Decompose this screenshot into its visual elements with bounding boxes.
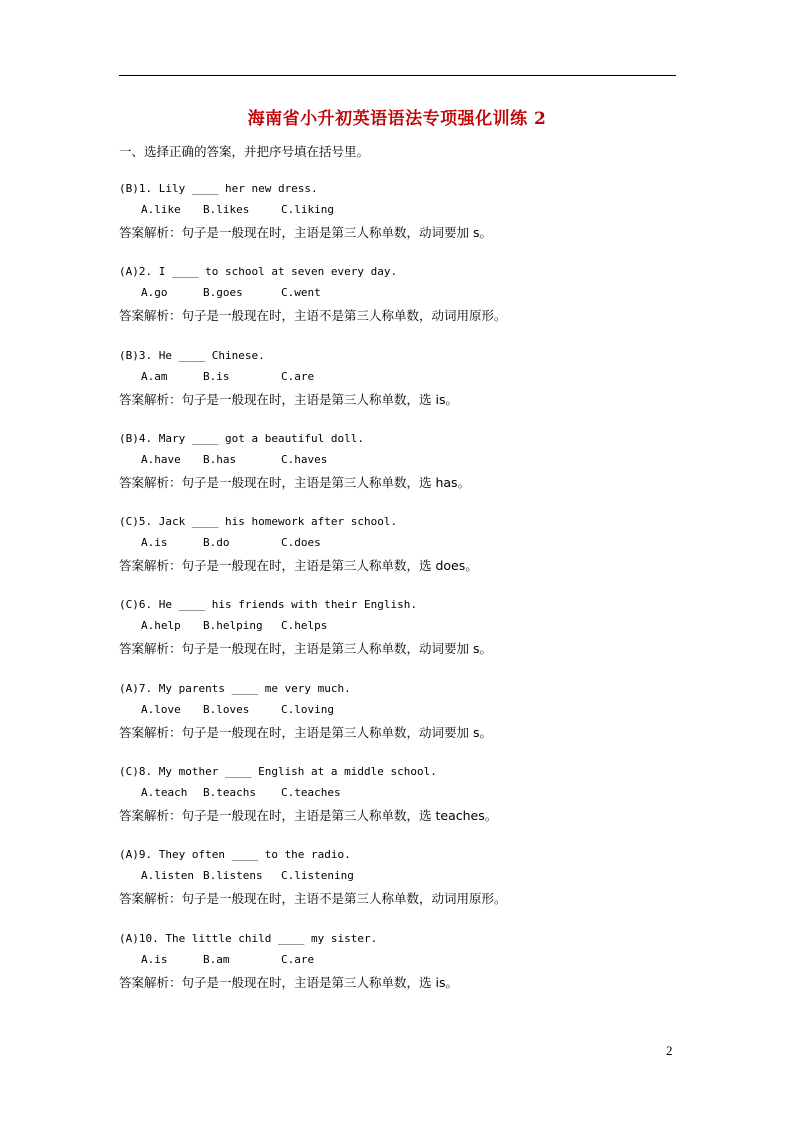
question-stem: (A)9. They often ____ to the radio. (119, 848, 351, 862)
option-a: A.have (141, 452, 181, 466)
question-options (141, 536, 321, 549)
option-b: B.teachs (203, 786, 256, 800)
answer-explanation: 答案解析：句子是一般现在时，主语是第三人称单数，动词要加 s。 (119, 724, 492, 740)
question-options (141, 703, 334, 716)
header-rule (119, 75, 676, 76)
option-a: A.is (141, 536, 168, 550)
question-item (119, 349, 679, 432)
answer-explanation: 答案解析：句子是一般现在时，主语不是第三人称单数，动词用原形。 (119, 308, 507, 324)
question-stem: (A)10. The little child ____ my sister. (119, 931, 378, 945)
option-c: C.helps (281, 619, 328, 633)
answer-explanation: 答案解析：句子是一般现在时，主语是第三人称单数，选 has。 (119, 474, 471, 490)
option-b: B.listens (203, 869, 263, 883)
answer-explanation: 答案解析：句子是一般现在时，主语是第三人称单数，选 is。 (119, 974, 458, 990)
option-a: A.like (141, 203, 181, 216)
question-options (141, 286, 321, 299)
page-title: 海南省小升初英语语法专项强化训练 2 (247, 109, 547, 129)
question-item (119, 182, 679, 265)
option-b: B.loves (203, 702, 250, 716)
option-c: C.are (281, 369, 315, 383)
answer-explanation: 答案解析：句子是一般现在时，主语是第三人称单数，选 is。 (119, 391, 458, 407)
option-c: C.listening (281, 869, 354, 883)
option-c: C.does (281, 536, 321, 550)
question-options (141, 370, 314, 383)
question-item (119, 515, 679, 598)
question-item (119, 432, 679, 515)
option-c: C.went (281, 286, 321, 300)
option-b: B.do (203, 536, 230, 550)
option-a: A.teach (141, 786, 188, 800)
option-a: A.help (141, 619, 181, 633)
question-options (141, 453, 327, 466)
question-stem: (C)6. He ____ his friends with their English. (119, 598, 418, 612)
question-options (141, 953, 314, 966)
option-c: C.loving (281, 702, 334, 716)
question-stem: (C)5. Jack ____ his homework after school. (119, 515, 398, 529)
option-b: B.has (203, 452, 237, 466)
question-stem: (B)1. Lily ____ her new dress. (119, 182, 318, 195)
option-b: B.likes (203, 203, 250, 216)
question-item (119, 682, 679, 765)
option-a: A.love (141, 702, 181, 716)
option-b: B.am (203, 952, 230, 966)
question-item (119, 932, 679, 1015)
question-list (119, 182, 679, 1015)
option-b: B.helping (203, 619, 263, 633)
answer-explanation: 答案解析：句子是一般现在时，主语不是第三人称单数，动词用原形。 (119, 891, 507, 907)
question-stem: (C)8. My mother ____ English at a middle school. (119, 765, 437, 779)
option-a: A.am (141, 369, 168, 383)
question-stem: (B)3. He ____ Chinese. (119, 348, 265, 362)
option-c: C.teaches (281, 786, 341, 800)
answer-explanation: 答案解析：句子是一般现在时，主语是第三人称单数，选 does。 (119, 558, 478, 574)
question-options (141, 786, 341, 799)
question-item (119, 765, 679, 848)
option-c: C.are (281, 952, 315, 966)
question-stem: (A)7. My parents ____ me very much. (119, 681, 351, 695)
answer-explanation: 答案解析：句子是一般现在时，主语是第三人称单数，动词要加 s。 (119, 225, 492, 240)
question-options (141, 619, 327, 632)
question-options (141, 203, 334, 216)
question-item (119, 265, 679, 348)
option-b: B.is (203, 369, 230, 383)
option-a: A.is (141, 952, 168, 966)
option-a: A.go (141, 286, 168, 300)
answer-explanation: 答案解析：句子是一般现在时，主语是第三人称单数，选 teaches。 (119, 808, 498, 824)
option-a: A.listen (141, 869, 194, 883)
answer-explanation: 答案解析：句子是一般现在时，主语是第三人称单数，动词要加 s。 (119, 641, 492, 657)
question-item (119, 848, 679, 931)
option-c: C.haves (281, 452, 328, 466)
question-stem: (A)2. I ____ to school at seven every day. (119, 265, 398, 279)
section-instruction: 一、选择正确的答案，并把序号填在括号里。 (119, 144, 370, 159)
option-c: C.liking (281, 203, 334, 216)
question-stem: (B)4. Mary ____ got a beautiful doll. (119, 431, 365, 445)
question-options (141, 869, 354, 882)
question-item (119, 598, 679, 681)
page-number: 2 (666, 1043, 673, 1058)
option-b: B.goes (203, 286, 243, 300)
